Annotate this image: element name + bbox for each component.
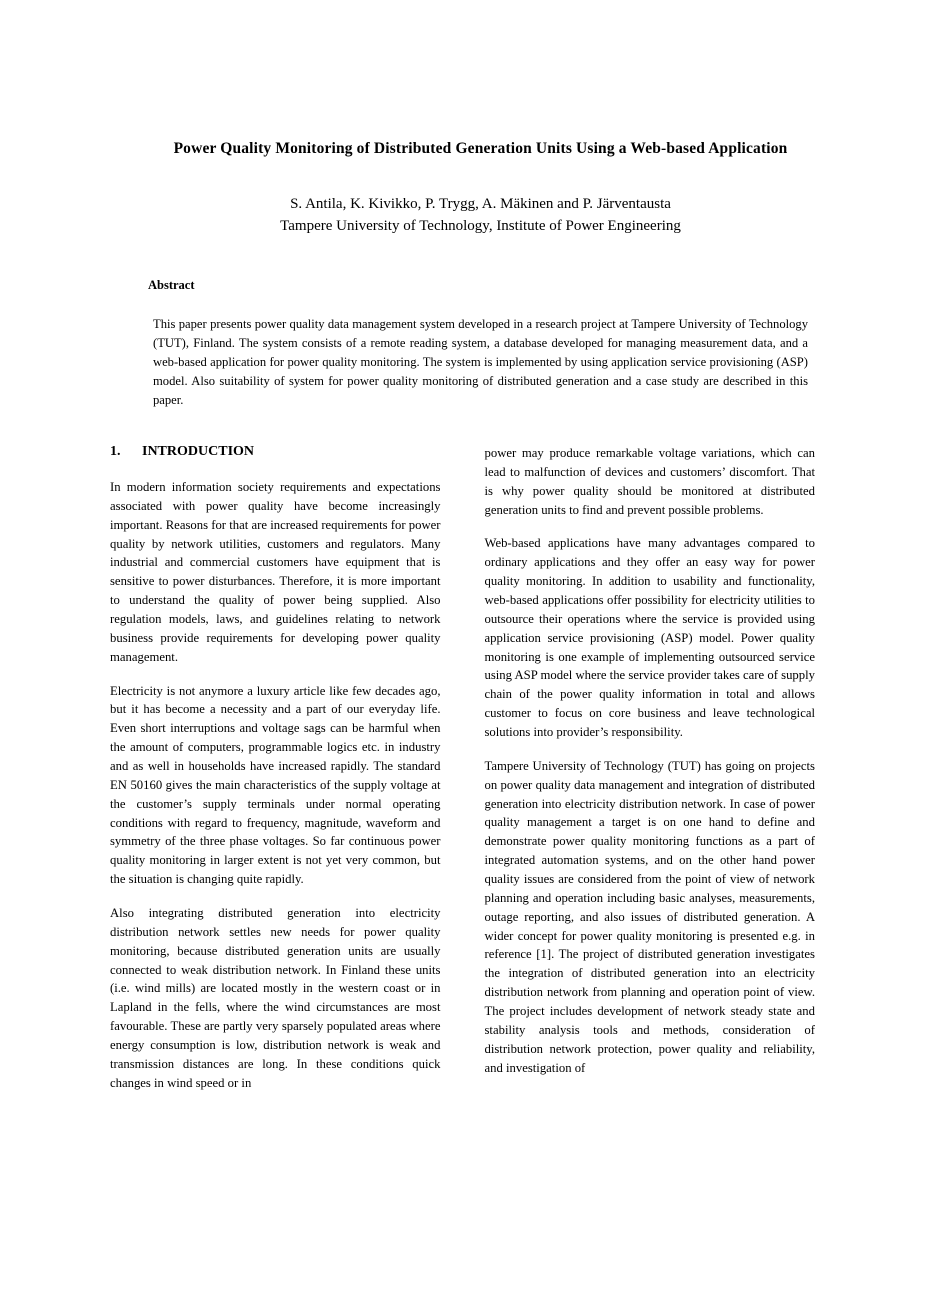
paragraph: In modern information society requirements and expectations associated with power quality have become increasingly important. Reasons for that are increased requirements for power quality by network utilities, customers and regulators. Many industrial and commercial customers have equipment that is sensitive to power disturbances. Therefore, it is more important to understand the quality of power being supplied. Also regulation models, laws, and guidelines relating to network business provide requirements for developing power quality management. — [110, 480, 441, 664]
abstract-heading: Abstract — [148, 277, 195, 292]
paragraph: Tampere University of Technology (TUT) has going on projects on power quality data management and integration of distributed generation into electricity distribution network. In case of power quality management a target is on one hand to define and demonstrate power quality monitoring functions as a part of integrated automation systems, and on the other hand power quality issues are considered from the point of view of network planning and operation including basic analyses, measurements, outage reporting, and also issues of distributed generation. A wider concept for power quality monitoring is presented e.g. in reference [1]. The project of distributed generation investigates the integration of distributed generation into an electricity distribution network from planning and operation point of view. The project includes development of network steady state and stability analysis tools and methods, consideration of distribution network protection, power quality and reliability, and investigation of — [484, 758, 815, 1075]
left-column — [110, 444, 441, 1093]
section-number: 1. — [110, 444, 121, 459]
paragraph: power may produce remarkable voltage variations, which can lead to malfunction of devices and customers’ discomfort. That is why power quality should be monitored at distributed generation units to find and prevent possible problems. — [484, 446, 815, 517]
abstract-text: This paper presents power quality data management system developed in a research project at Tampere University of Technology (TUT), Finland. The system consists of a remote reading system, a database developed for managing measurement data, and a web-based application for power quality monitoring. The system is implemented by using application service provisioning (ASP) model. Also suitability of system for power quality monitoring of distributed generation and a case study are described in this paper. — [153, 316, 808, 408]
affiliation: Tampere University of Technology, Institute of Power Engineering — [280, 217, 681, 234]
paper-header — [148, 138, 813, 410]
right-column — [485, 444, 816, 1093]
author-list: S. Antila, K. Kivikko, P. Trygg, A. Mäkinen and P. Järventausta — [290, 196, 671, 212]
paragraph: Web-based applications have many advantages compared to ordinary applications and they offer an easy way for power quality monitoring. In addition to usability and functionality, web-based applications offer possibility for electricity utilities to outsource their operations where the service is provided using application service provisioning (ASP) model. Power quality monitoring is one example of implementing outsourced service using ASP model where the service provider takes care of supply chain of the power quality information in total and allows customer to focus on core business and leave technological solutions into provider’s responsibility. — [484, 536, 815, 740]
body-columns — [110, 444, 815, 1093]
section-title: INTRODUCTION — [142, 444, 255, 459]
paragraph: Also integrating distributed generation into electricity distribution network settles new needs for power quality monitoring, because distributed generation units are usually connected to weak distribution network. In Finland these units (i.e. wind mills) are located mostly in the western coast or in Lapland in the fells, where the wind circumstances are most favourable. These are partly very sparsely populated areas where energy consumption is low, distribution network is weak and transmission distances are long. In these conditions quick changes in wind speed or in — [110, 906, 441, 1090]
section-heading-introduction — [110, 444, 441, 460]
page-title: Power Quality Monitoring of Distributed Generation Units Using a Web-based Application — [173, 140, 788, 157]
paragraph: Electricity is not anymore a luxury article like few decades ago, but it has become a necessity and a part of our everyday life. Even short interruptions and voltage sags can be harmful when the amount of computers, programmable logics etc. in industry and as well in households have increased rapidly. The standard EN 50160 gives the main characteristics of the supply voltage at the customer’s supply terminals under normal operating conditions with regard to frequency, magnitude, waveform and symmetry of the three phase voltages. So far continuous power quality monitoring in larger extent is not yet very common, but the situation is changing quite rapidly. — [110, 683, 441, 887]
